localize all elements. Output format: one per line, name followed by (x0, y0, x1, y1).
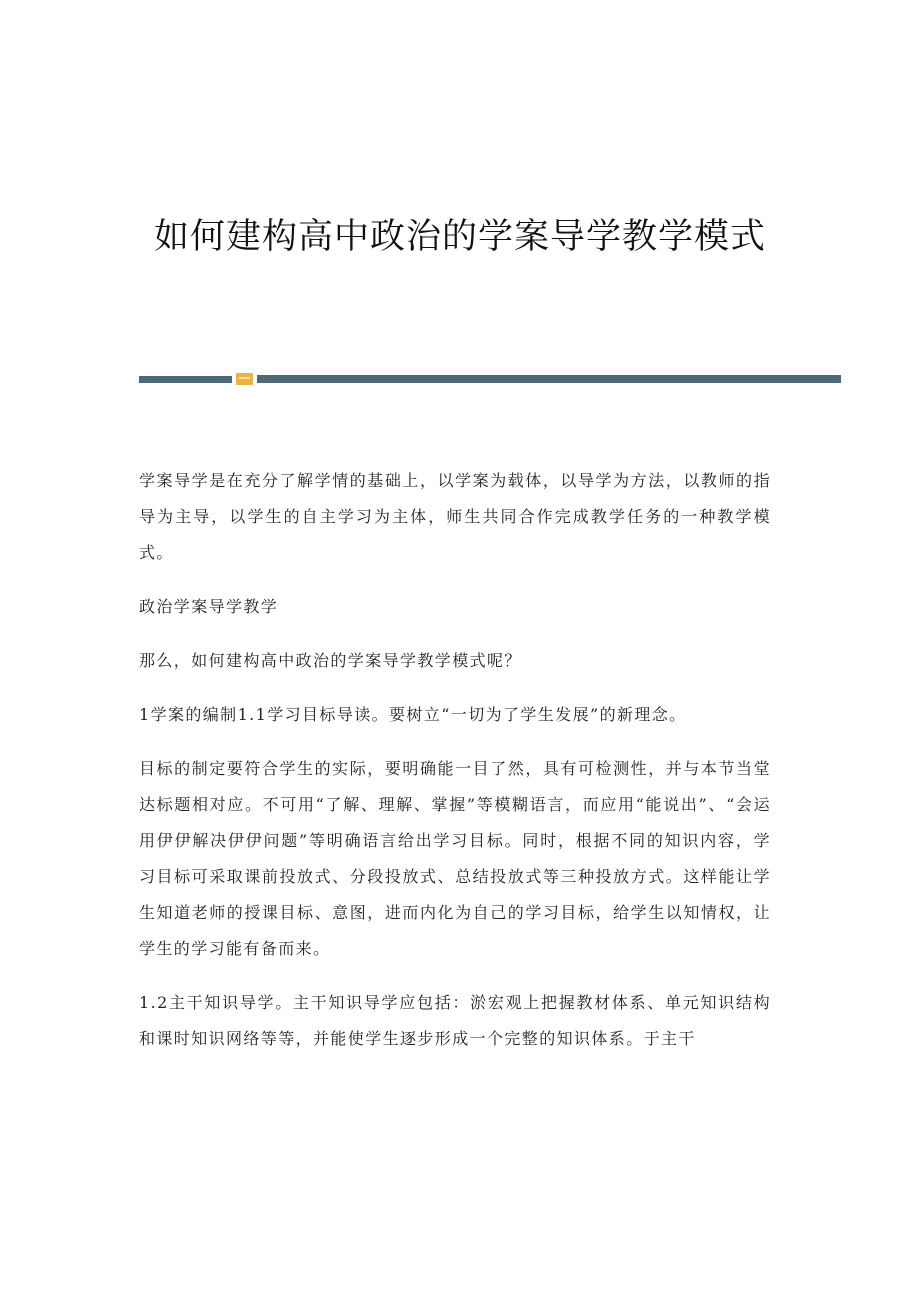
paragraph-section-1-2: 1.2主干知识导学。主干知识导学应包括：淤宏观上把握教材体系、单元知识结构和课时知识网络等等，并能使学生逐步形成一个完整的知识体系。于主干 (139, 993, 771, 1048)
title-divider (139, 373, 841, 385)
paragraph-subheading: 政治学案导学教学 (139, 597, 279, 616)
divider-bar-right (257, 375, 841, 383)
divider-ornament-icon (236, 373, 253, 385)
paragraph-section-1-1: 1学案的编制1.1学习目标导读。要树立“一切为了学生发展”的新理念。 (139, 705, 687, 724)
paragraph-question: 那么，如何建构高中政治的学案导学教学模式呢？ (139, 651, 522, 670)
paragraph-intro: 学案导学是在充分了解学情的基础上，以学案为载体，以导学为方法，以教师的指导为主导，以学生的自主学习为主体，师生共同合作完成教学任务的一种教学模式。 (139, 471, 771, 562)
divider-bar-left (139, 376, 232, 383)
document-body (139, 463, 771, 1075)
document-title: 如何建构高中政治的学案导学教学模式 (153, 217, 766, 257)
paragraph-goals: 目标的制定要符合学生的实际，要明确能一目了然，具有可检测性，并与本节当堂达标题相对应。不可用“了解、理解、掌握”等模糊语言，而应用“能说出”、“会运用伊伊解决伊伊问题”等明确语言给出学习目标。同时，根据不同的知识内容，学习目标可采取课前投放式、分段投放式、总结投放式等三种投放方式。这样能让学生知道老师的授课目标、意图，进而内化为自己的学习目标，给学生以知情权，让学生的学习能有备而来。 (139, 759, 771, 958)
